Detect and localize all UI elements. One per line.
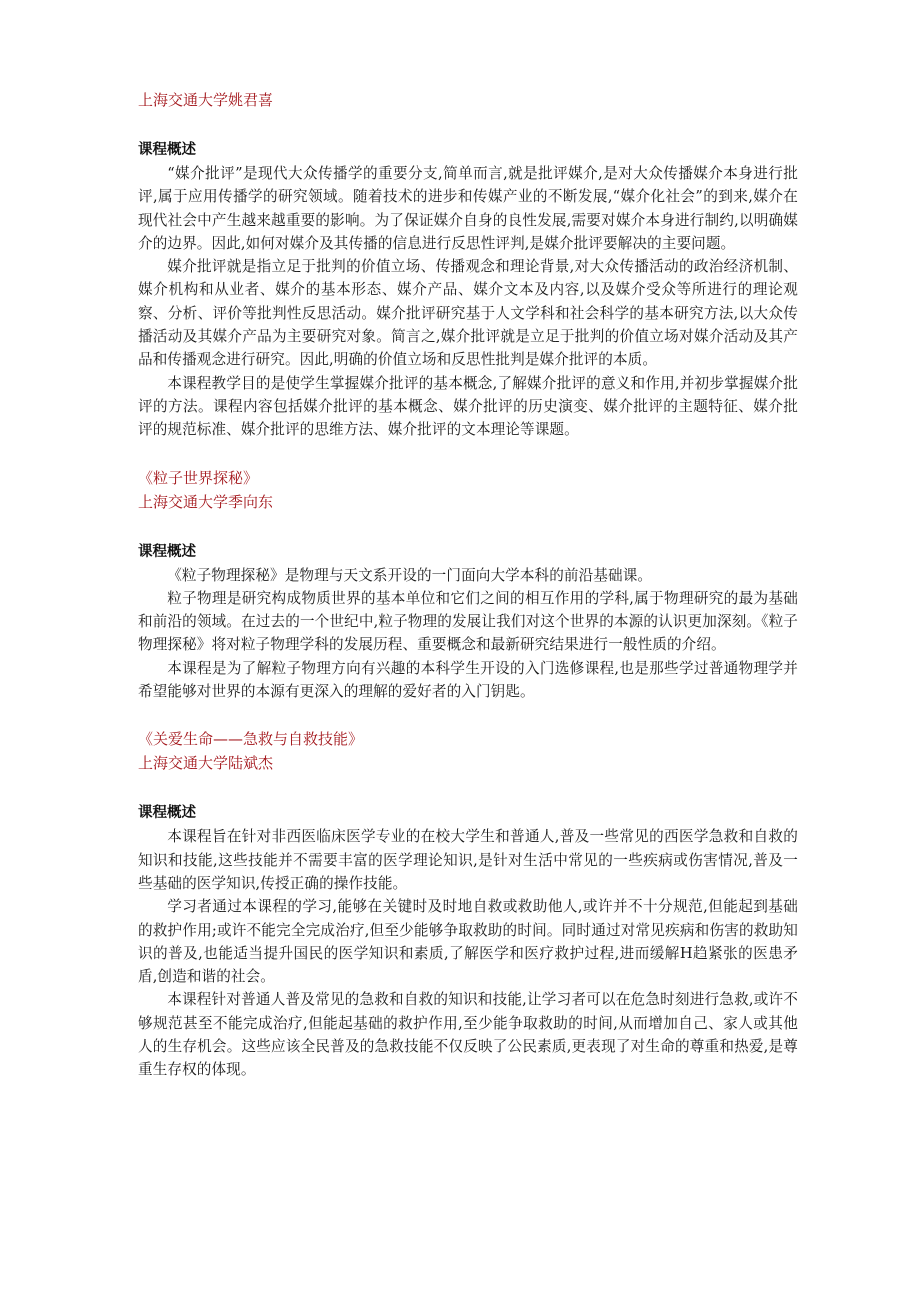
course-instructor: 上海交通大学姚君喜: [138, 91, 274, 109]
course-title: 《粒子世界探秘》: [138, 468, 259, 487]
course-paragraph: 学习者通过本课程的学习,能够在关键时及时地自救或救助他人,或许并不十分规范,但能起到基础的救护作用;或许不能完全完成治疗,但至少能够争取救助的时间。同时通过对常见疾病和伤害的救助知识的普及,也能适当提升国民的医学知识和素质,了解医学和医疗救护过程,进而缓解H趋紧张的医患矛盾,创造和谐的社会。: [138, 898, 798, 986]
course-section-particle-world: [138, 466, 798, 704]
course-title: 《关爱生命——急救与自救技能》: [138, 730, 364, 749]
course-section-media-criticism: [138, 88, 798, 442]
course-overview-heading: 课程概述: [138, 142, 196, 158]
course-instructor: 上海交通大学季向东: [138, 492, 274, 511]
document-page: [138, 88, 798, 1082]
course-instructor: 上海交通大学陆斌杰: [138, 754, 274, 773]
course-overview-heading: 课程概述: [138, 805, 196, 822]
course-paragraph: 本课程是为了解粒子物理方向有兴趣的本科学生开设的入门选修课程,也是那些学过普通物理学并希望能够对世界的本源有更深入的理解的爱好者的入门钥匙。: [138, 659, 798, 701]
course-paragraph: “媒介批评”是现代大众传播学的重要分支,简单而言,就是批评媒介,是对大众传播媒介本身进行批评,属于应用传播学的研究领域。随着技术的进步和传媒产业的不断发展,“媒介化社会”的到来,媒介在现代社会中产生越来越重要的影响。为了保证媒介自身的良性发展,需要对媒介本身进行制约,以明确媒介的边界。因此,如何对媒介及其传播的信息进行反思性评判,是媒介批评要解决的主要问题。: [138, 165, 798, 252]
course-paragraph: 本课程旨在针对非西医临床医学专业的在校大学生和普通人,普及一些常见的西医学急救和自救的知识和技能,这些技能并不需要丰富的医学理论知识,是针对生活中常见的一些疾病或伤害情况,普及一些基础的医学知识,传授正确的操作技能。: [138, 828, 798, 892]
course-paragraph: 粒子物理是研究构成物质世界的基本单位和它们之间的相互作用的学科,属于物理研究的最为基础和前沿的领域。在过去的一个世纪中,粒子物理的发展让我们对这个世界的本源的认识更加深刻。《粒子物理探秘》将对粒子物理学科的发展历程、重要概念和最新研究结果进行一般性质的介绍。: [138, 589, 798, 654]
course-paragraph: 媒介批评就是指立足于批判的价值立场、传播观念和理论背景,对大众传播活动的政治经济机制、媒介机构和从业者、媒介的基本形态、媒介产品、媒介文本及内容,以及媒介受众等所进行的理论观察、分析、评价等批判性反思活动。媒介批评研究基于人文学科和社会科学的基本研究方法,以大众传播活动及其媒介产品为主要研究对象。简言之,媒介批评就是立足于批判的价值立场对媒介活动及其产品和传播观念进行研究。因此,明确的价值立场和反思性批判是媒介批评的本质。: [138, 258, 798, 369]
course-paragraph: 本课程针对普通人普及常见的急救和自救的知识和技能,让学习者可以在危急时刻进行急救,或许不够规范甚至不能完成治疗,但能起基础的救护作用,至少能争取救助的时间,从而增加自己、家人或其他人的生存机会。这些应该全民普及的急救技能不仅反映了公民素质,更表现了对生命的尊重和热爱,是尊重生存权的体现。: [138, 991, 798, 1079]
course-paragraph: 本课程教学目的是使学生掌握媒介批评的基本概念,了解媒介批评的意义和作用,并初步掌握媒介批评的方法。课程内容包括媒介批评的基本概念、媒介批评的历史演变、媒介批评的主题特征、媒介批评的规范标准、媒介批评的思维方法、媒介批评的文本理论等课题。: [138, 374, 798, 439]
course-section-first-aid: [138, 727, 798, 1081]
course-overview-heading: 课程概述: [138, 543, 196, 560]
course-paragraph: 《粒子物理探秘》是物理与天文系开设的一门面向大学本科的前沿基础课。: [167, 566, 653, 584]
